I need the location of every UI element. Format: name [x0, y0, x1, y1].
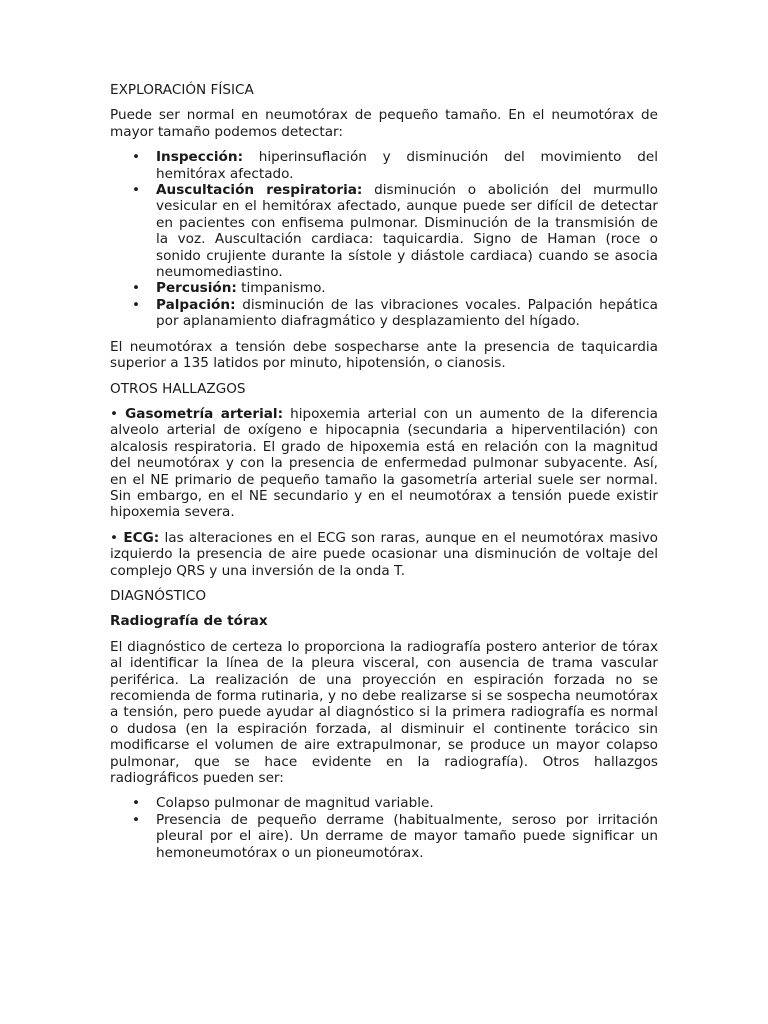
tension-paragraph: El neumotórax a tensión debe sospecharse ante la presencia de taquicardia superior a 135 latidos por minuto, hipotensión, o cianosis. — [110, 338, 658, 372]
ecg-label: ECG: — [123, 529, 160, 546]
item-label: Inspección: — [156, 149, 244, 166]
ecg-paragraph — [110, 530, 658, 579]
bullet: • — [110, 405, 126, 422]
item-text: disminución o abolición del murmullo vesicular en el hemitórax afectado, aunque puede ser difícil de detectar en pacientes con enfisema pulmonar. Disminución de la transmisión de la voz. Auscultación cardiaca: taquicardia. Signo de Haman (roce o sonido crujiente durante la sístole y diástole cardiaca) cuando se asocia neumomediastino. — [156, 182, 659, 281]
item-label: Percusión: — [156, 280, 237, 297]
list-item-auscultacion — [110, 182, 658, 280]
bullet: • — [110, 529, 124, 546]
item-text: hiperinsuflación y disminución del movimiento del hemitórax afectado. — [156, 149, 658, 182]
diagnostico-paragraph: El diagnóstico de certeza lo proporciona la radiografía postero anterior de tórax al identificar la línea de la pleura visceral, con ausencia de trama vascular periférica. La realización de una proyección en espiración forzada no se recomienda de forma rutinaria, y no debe realizarse si se sospecha neumotórax a tensión, pero puede ayudar al diagnóstico si la primera radiografía es normal o dudosa (en la espiración forzada, al disminuir el continente torácico sin modificarse el volumen de aire extrapulmonar, se produce un mayor colapso pulmonar, que se hace evidente en la radiografía). Otros hallazgos radiográficos pueden ser: — [110, 638, 658, 787]
section-title-exploracion: EXPLORACIÓN FÍSICA — [110, 82, 254, 98]
section-title-diagnostico: DIAGNÓSTICO — [110, 587, 207, 604]
list-item-palpacion — [110, 297, 658, 330]
gasometria-paragraph — [110, 406, 658, 521]
document-page — [110, 82, 658, 870]
list-item: • Presencia de pequeño derrame (habitualmente, seroso por irritación pleural por el aire). Un derrame de mayor tamaño puede significar un hemoneumotórax o un pioneumotórax. — [110, 812, 658, 861]
list-item-inspeccion — [110, 149, 658, 182]
ecg-text: las alteraciones en el ECG son raras, aunque en el neumotórax masivo izquierdo la presencia de aire puede ocasionar una disminución de voltaje del complejo QRS y una inversión de la onda T. — [110, 529, 658, 579]
item-label: Auscultación respiratoria: — [156, 182, 363, 199]
item-text: timpanismo. — [236, 280, 326, 297]
item-text: disminución de las vibraciones vocales. Palpación hepática por aplanamiento diafragmático y desplazamiento del hígado. — [156, 296, 658, 330]
subsection-title-radiografia: Radiografía de tórax — [110, 613, 268, 630]
exploracion-intro: Puede ser normal en neumotórax de pequeño tamaño. En el neumotórax de mayor tamaño podemos detectar: — [110, 107, 658, 140]
list-item: • Colapso pulmonar de magnitud variable. — [110, 795, 658, 811]
item-label: Palpación: — [156, 296, 236, 313]
gasometria-label: Gasometría arterial: — [125, 405, 284, 422]
list-item-percusion — [110, 280, 658, 296]
section-title-otros: OTROS HALLAZGOS — [110, 380, 246, 397]
gasometria-text: hipoxemia arterial con un aumento de la diferencia alveolo arterial de oxígeno e hipocapnia (secundaria a hiperventilación) con alcalosis respiratoria. El grado de hipoxemia está en relación con la magnitud del neumotórax y con la presencia de enfermedad pulmonar subyacente. Así, en el NE primario de pequeño tamaño la gasometría arterial suele ser normal. Sin embargo, en el NE secundario y en el neumotórax a tensión puede existir hipoxemia severa. — [110, 405, 658, 521]
diagnostico-list — [110, 795, 658, 861]
exploracion-list — [110, 149, 658, 329]
